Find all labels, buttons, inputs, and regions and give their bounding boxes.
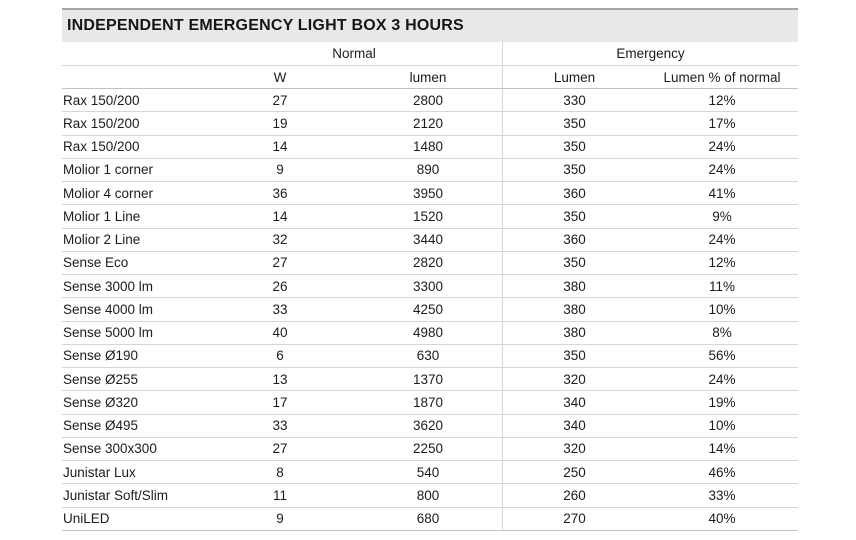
emergency-pct-value: 24% (708, 371, 736, 387)
lumen-value: 1480 (412, 139, 444, 155)
group-header-spacer (62, 42, 206, 65)
table-row (62, 159, 798, 182)
emergency-pct-value: 41% (708, 185, 736, 201)
lumen-value: 3300 (412, 278, 444, 294)
emergency-pct-value: 9% (712, 208, 732, 224)
lumen-value: 1370 (412, 371, 444, 387)
emergency-pct-value: 46% (708, 464, 736, 480)
emergency-pct-value: 33% (708, 487, 736, 503)
lumen-value: 3440 (412, 232, 444, 248)
emergency-lumen-value: 270 (502, 508, 646, 530)
watt-value: 17 (272, 394, 288, 410)
watt-value: 14 (272, 208, 288, 224)
table-row (62, 461, 798, 484)
product-name: Rax 150/200 (63, 139, 140, 155)
emergency-lumen-value: 380 (502, 275, 646, 297)
lumen-value: 2800 (412, 92, 444, 108)
lumen-value: 4980 (412, 325, 444, 341)
column-header-emergency-pct: Lumen % of normal (663, 69, 781, 85)
product-name: Sense Eco (63, 255, 129, 271)
emergency-lumen-value: 350 (502, 159, 646, 181)
table-title-bar (62, 8, 798, 42)
product-name: Sense 3000 lm (63, 278, 154, 294)
watt-value: 33 (272, 418, 288, 434)
table-row (62, 391, 798, 414)
table-row (62, 438, 798, 461)
emergency-pct-value: 17% (708, 115, 736, 131)
emergency-pct-value: 12% (708, 255, 736, 271)
group-header-normal: Normal (332, 46, 376, 61)
emergency-pct-value: 24% (708, 162, 736, 178)
table-row (62, 252, 798, 275)
lumen-value: 3620 (412, 418, 444, 434)
emergency-lumen-value: 350 (502, 252, 646, 274)
emergency-lumen-value: 350 (502, 345, 646, 367)
product-name: Sense Ø495 (63, 418, 139, 434)
watt-value: 8 (276, 464, 284, 480)
product-name: Sense Ø190 (63, 348, 139, 364)
emergency-pct-value: 14% (708, 441, 736, 457)
lumen-value: 1520 (412, 208, 444, 224)
table-row (62, 275, 798, 298)
table-row (62, 322, 798, 345)
watt-value: 27 (272, 92, 288, 108)
product-name: Molior 2 Line (63, 232, 141, 248)
product-name: Junistar Soft/Slim (63, 487, 169, 503)
table-row (62, 89, 798, 112)
emergency-lumen-value: 340 (502, 391, 646, 413)
emergency-lumen-value: 380 (502, 298, 646, 320)
watt-value: 9 (276, 511, 284, 527)
emergency-lumen-value: 350 (502, 136, 646, 158)
emergency-lumen-value: 380 (502, 322, 646, 344)
lumen-value: 630 (416, 348, 440, 364)
lumen-value: 3950 (412, 185, 444, 201)
product-name: UniLED (63, 511, 110, 527)
watt-value: 9 (276, 162, 284, 178)
lumen-value: 2250 (412, 441, 444, 457)
watt-value: 11 (272, 487, 287, 503)
product-name: Rax 150/200 (63, 115, 140, 131)
product-name: Sense Ø320 (63, 394, 139, 410)
product-name: Rax 150/200 (63, 92, 140, 108)
lumen-value: 800 (416, 487, 440, 503)
product-name: Molior 4 corner (63, 185, 154, 201)
product-name: Junistar Lux (63, 464, 136, 480)
emergency-pct-value: 40% (708, 511, 736, 527)
watt-value: 19 (272, 115, 288, 131)
watt-value: 13 (272, 371, 288, 387)
emergency-pct-value: 12% (708, 92, 736, 108)
lumen-value: 540 (416, 464, 440, 480)
table-row (62, 182, 798, 205)
watt-value: 40 (272, 325, 288, 341)
product-name: Sense Ø255 (63, 371, 139, 387)
emergency-lumen-value: 350 (502, 112, 646, 134)
product-name: Molior 1 Line (63, 208, 141, 224)
table-row (62, 368, 798, 391)
product-name: Molior 1 corner (63, 162, 154, 178)
table-row (62, 345, 798, 368)
watt-value: 27 (272, 255, 288, 271)
column-header-emergency-lumen: Lumen (502, 66, 646, 88)
emergency-pct-value: 10% (708, 418, 736, 434)
emergency-lumen-value: 350 (502, 205, 646, 227)
watt-value: 27 (272, 441, 288, 457)
group-header-row (62, 42, 798, 66)
watt-value: 33 (272, 301, 288, 317)
watt-value: 36 (272, 185, 288, 201)
lumen-value: 680 (416, 511, 440, 527)
table-body (62, 89, 798, 531)
emergency-lumen-value: 320 (502, 438, 646, 460)
emergency-lumen-value: 360 (502, 229, 646, 251)
watt-value: 6 (276, 348, 284, 364)
watt-value: 26 (272, 278, 288, 294)
table-row (62, 508, 798, 531)
lumen-value: 2120 (412, 115, 444, 131)
emergency-pct-value: 56% (708, 348, 736, 364)
table-title: INDEPENDENT EMERGENCY LIGHT BOX 3 HOURS (67, 17, 464, 34)
table-row (62, 205, 798, 228)
emergency-light-table (62, 8, 798, 531)
emergency-pct-value: 19% (708, 394, 736, 410)
emergency-lumen-value: 260 (502, 484, 646, 506)
product-name: Sense 300x300 (63, 441, 157, 457)
emergency-lumen-value: 340 (502, 415, 646, 437)
lumen-value: 4250 (412, 301, 444, 317)
column-header-lumen: lumen (409, 69, 447, 85)
table-row (62, 136, 798, 159)
emergency-pct-value: 24% (708, 139, 736, 155)
table-row (62, 484, 798, 507)
table-row (62, 415, 798, 438)
lumen-value: 890 (416, 162, 440, 178)
table-row (62, 229, 798, 252)
product-name: Sense 4000 lm (63, 301, 154, 317)
emergency-lumen-value: 250 (502, 461, 646, 483)
emergency-lumen-value: 330 (502, 89, 646, 111)
lumen-value: 1870 (412, 394, 444, 410)
emergency-lumen-value: 360 (502, 182, 646, 204)
emergency-pct-value: 11% (708, 278, 736, 294)
emergency-pct-value: 8% (712, 325, 732, 341)
column-header-row (62, 66, 798, 89)
table-row (62, 298, 798, 321)
table-row (62, 112, 798, 135)
column-header-product (62, 66, 206, 88)
lumen-value: 2820 (412, 255, 444, 271)
watt-value: 14 (272, 139, 288, 155)
product-name: Sense 5000 lm (63, 325, 154, 341)
emergency-pct-value: 24% (708, 232, 736, 248)
watt-value: 32 (272, 232, 288, 248)
column-header-watt: W (273, 69, 287, 85)
group-header-emergency: Emergency (502, 42, 798, 65)
emergency-lumen-value: 320 (502, 368, 646, 390)
emergency-pct-value: 10% (708, 301, 736, 317)
